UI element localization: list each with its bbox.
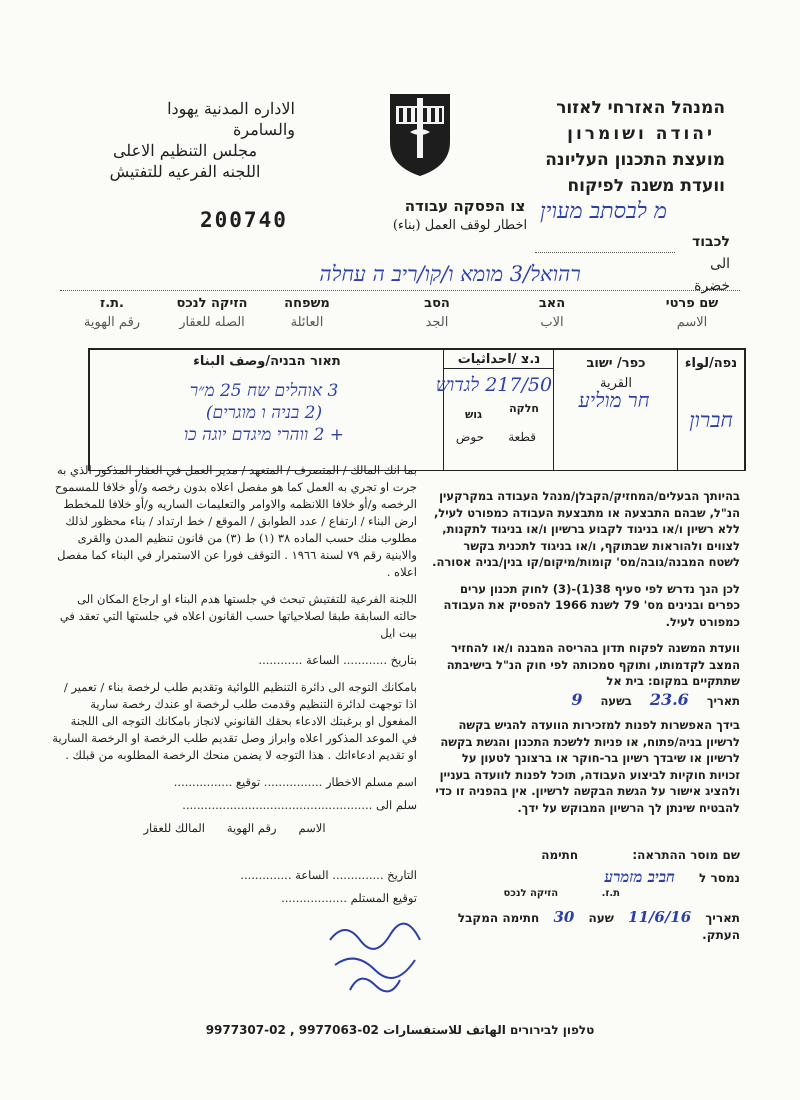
he-paragraph: וועדת המשנה לפקוח תדון בהריסה המבנה ו/או להחזיר המצב לקדמותו, ותוקף סמכותה לפי חוק הנ"ל בישיבתה שתתקיים במקום: בית אל (446, 641, 740, 688)
he-paragraph: בהיותך הבעלים/המחזיק/הקבלן/מנהל העבודה במקרקעין הנ"ל, שבהם התבצעה או מתבצעת העבודה כמפורט לעיל, ללא רשיון ו/או בניגוד לקבוע ברשיון ו/או בניגוד לתקנות, לצווים ולהוראות שבתוקף, ו/או בניגוד לתכנית בקשר לשטח המבנה/גובה/מס' קומות/מיקום/קו בנין/בניה אסורה. (432, 489, 740, 569)
recipient-underline (535, 252, 675, 253)
addressee-arabic: الى خضرة (694, 256, 730, 294)
village-label-ar: القرية (600, 376, 632, 391)
block-label: גוש (464, 408, 482, 421)
header-ar-line: الاداره المدنية يهودا (167, 99, 295, 118)
title-arabic: اخطار لوقف العمل (بناء) (392, 218, 528, 233)
ar-paragraph: اللجنة الفرعية للتفتيش تبحث في جلستها هدم البناء او ارجاع المكان الى حالته السابقة طبقا لصلاحياتها حسب القانون اعلاه في جلستها التي تعقد في بيت ايل (59, 592, 417, 640)
header-arabic (75, 98, 295, 182)
header-he-line: מועצת התכנון העליונה (545, 150, 725, 170)
he-serve-row: תאריך 11/6/16 שעה 30 חתימה המקבל (457, 908, 740, 926)
handwritten-serve-hour: 30 (553, 908, 575, 926)
district-label: נפה/لواء (684, 356, 738, 371)
personal-underline (60, 290, 740, 291)
header-ar-line: والسامرة (233, 120, 295, 139)
body-hebrew (430, 488, 740, 826)
handwritten-signature-scribble (320, 910, 440, 1000)
he-paragraph: לכן הנך נדרש לפי סעיף 38(1)-(3) לחוק תכנון ערים כפרים ובנינים מס' 79 לשנת 1966 להפסיק את העבודה כמפורט לעיל. (443, 581, 740, 629)
ar-paragraph: بامكانك التوجه الى دائرة التنظيم اللوائية وتقديم طلب لرخصة بناء / تعمير / اذا توجهت لدائرة التنظيم وقدمت طلب لرخصة او عندك رخصة سارية المفعول او برغبتك الادعاء بحقك القانوني لانجاز بامكانك التوجه الى اللجنة في الموعد المذكور اعلاه وابراز وصل تقديم طلب الرخصة او الرخصة السارية او تقديم ادعاءاتك . هذا التوجه لا يضمن منحك الرخصة المطلوبه من قبلك . (52, 680, 417, 762)
description-label: תאור הבניה/وصف البناء (193, 354, 341, 369)
ar-delivered-row: سلم الى .................................................... (182, 798, 417, 812)
title-hebrew: צו הפסקה עבודה (404, 197, 526, 215)
he-paragraph: בידך האפשרות לפנות למזכירות הוועדה להגיש בקשה לרשיון בניה/פתוח, או פניות ללשכת התכנון והגשת בקשה לרשיון או שיבדך רשיון בר-חוקר או ברצונך לטעון על זכויות חוקיות לביצוע העבודה, תוכל לפנות לוועדה בעניין ולהציג אישור על הגשת הבקשה לרשיון. אין בהפניה זו כדי להבטיח שינתן לך הרשיון המבוקש על ידך. (435, 718, 740, 815)
col-relation: הזיקה לנכס الصله للعقار (176, 296, 248, 330)
ar-server-row: اسم مسلم الاخطار ................ توقيع ................ (173, 775, 417, 789)
personal-details-header (60, 294, 742, 340)
handwritten-description: 3 אוהלים שח 25 מ״ר (2 בניה ו מוגרים) + 2 ווהרי מיגדם יוגה כו (183, 381, 345, 445)
he-relation-row: ת.ז. הזיקה לנכס (503, 888, 620, 899)
header-he-line: יהודה ושומרון (567, 124, 715, 144)
col-family: משפחה العائلة (284, 296, 330, 330)
handwritten-recipient: מ לבסתב מעוין (540, 199, 667, 224)
ar-paragraph: بما انك المالك / المتصرف / المتعهد / مدير العمل في العقار المذكور الذي به جرت او تجري به العمل كما هو مفصل اعلاه بدون رخصه و/أو خلافا للمسموح الرخصه و/أو خلافا اللانظمه والاوامر والتعليمات الساريه و/أو خلافا للمخطط ارض البناء / ارتفاع / عدد الطوابق / الموقع / خط ارتداد / بناء محظور لذلك مطلوب منك حسب الماده ٣٨ (١) ط (٣) من قانون تنظيم المدن والقرى والابنية رقم ٧٩ لسنة ١٩٦٦ . التوقف فورا عن الاستمرار في البناء كما مفصل اعلاه . (54, 463, 417, 579)
handwritten-hour: 9 (571, 689, 583, 709)
ar-receiver-row: توقيع المستلم .................. (281, 891, 417, 905)
village-label: כפר/ ישוב (586, 356, 646, 371)
addressee-hebrew: לכבוד (692, 234, 730, 250)
handwritten-village: חר מוליע (578, 388, 650, 412)
handwritten-region: חברון (689, 408, 733, 432)
ar-date-row: بتاريخ ............ الساعة ............ (258, 653, 417, 667)
col-grandfather: הסב الجد (424, 296, 450, 330)
handwritten-coordinates: 217/50 לגדוש (435, 374, 553, 396)
footer-phone: טלפון לבירורים الهاتف للاستفسارات 02-9977063 , 02-9977307 (205, 1023, 595, 1037)
col-first-name: שם פרטי الاسم (665, 296, 719, 330)
serial-number: 200740 (200, 208, 288, 232)
col-father: האב الاب (538, 296, 566, 330)
shield-emblem-icon (388, 92, 452, 178)
he-delivered-row: נמסר ל חביב מזמרע (604, 868, 740, 886)
coords-label: נ.צ /احداثيات (457, 352, 541, 367)
he-date-row: תאריך 23.6 בשעה 9 (430, 692, 740, 710)
col-id: ת.ז. رقم الهوية (83, 296, 141, 330)
ar-fields-row: الاسم رقم الهوية المالك للعقار (143, 821, 326, 835)
he-copy-row: העתק. (702, 928, 740, 942)
handwritten-signature-name: חביב מזמרע (604, 868, 675, 886)
parcel-label: חלקה (509, 402, 539, 415)
ar-date2-row: التاريخ .............. الساعة .............. (240, 868, 417, 882)
block-label-ar: حوض (455, 430, 484, 444)
handwritten-serve-date: 11/6/16 (628, 908, 692, 926)
header-he-line: המנהל האזרחי לאזור (556, 98, 725, 118)
parcel-label-ar: قطعة (508, 430, 536, 444)
location-table (88, 348, 746, 471)
header-hebrew (425, 95, 725, 199)
body-arabic (52, 462, 417, 907)
he-server-row: שם מוסר ההתראה: חתימה (541, 848, 740, 862)
header-ar-line: اللجنه الفرعيه للتفتيش (109, 162, 261, 181)
handwritten-date: 23.6 (649, 689, 689, 709)
header-ar-line: مجلس التنظيم الاعلى (112, 141, 258, 160)
handwritten-personal-line: רהואל/3 מומא ו/קו/ריב ה עחלה (319, 262, 581, 286)
header-he-line: וועדת משנה לפיקוח (567, 176, 725, 196)
